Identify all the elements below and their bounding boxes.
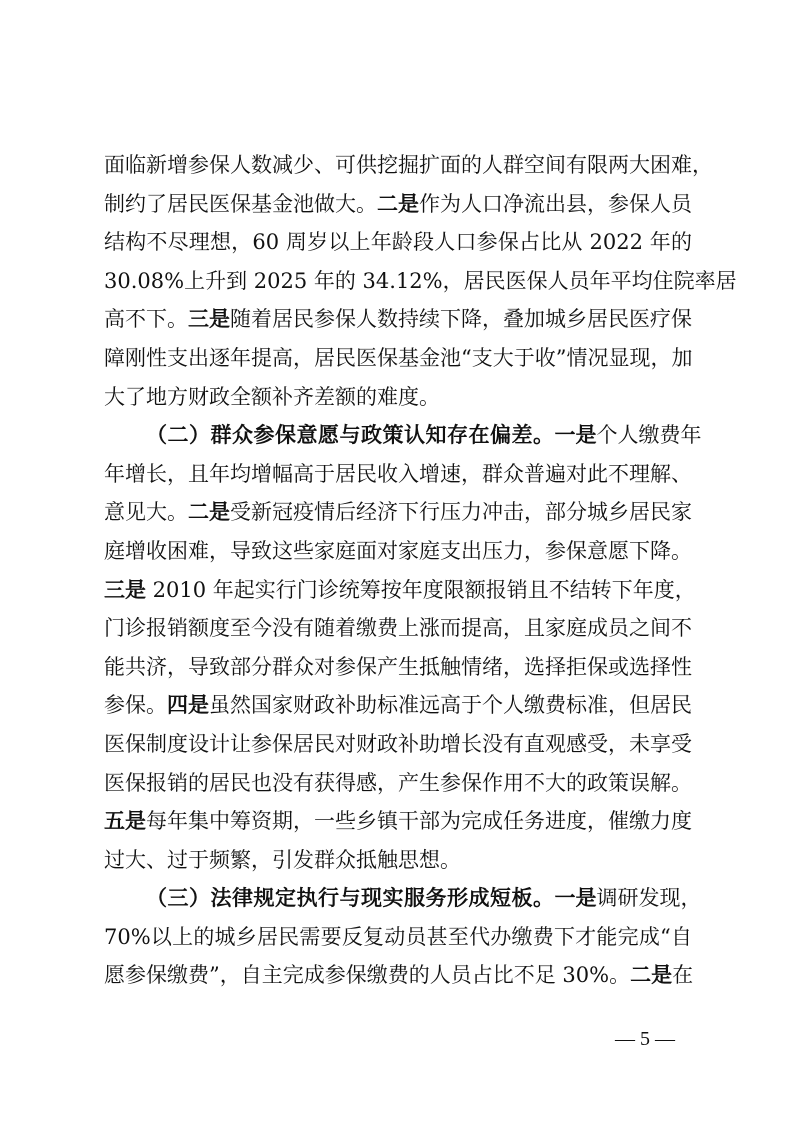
text-line	[104, 493, 692, 532]
text-run: 大了地方财政全额补齐差额的难度。	[104, 384, 440, 409]
text-line	[104, 146, 713, 185]
text-run: 受新冠疫情后经济下行压力冲击，部分城乡居民家	[230, 500, 692, 525]
text-run: 30.08%上升到 2025 年的 34.12%，居民医保人员年平均住院率居	[104, 268, 737, 293]
text-line	[104, 609, 692, 648]
text-run: 2010 年起实行门诊统筹按年度限额报销且不结转下年度，	[146, 577, 696, 602]
text-line	[104, 339, 692, 378]
text-run: 门诊报销额度至今没有随着缴费上涨而提高，且家庭成员之间不	[104, 616, 692, 641]
bold-lead: 三是	[188, 306, 230, 332]
text-line	[104, 764, 692, 803]
text-run: 结构不尽理想，60 周岁以上年龄段人口参保占比从 2022 年的	[104, 230, 692, 255]
text-run: 面临新增参保人数减少、可供挖掘扩面的人群空间有限两大困难，	[104, 153, 713, 177]
text-run: 障刚性支出逐年提高，居民医保基金池“支大于收”情况显现，加	[104, 345, 693, 370]
bold-lead: 一是	[554, 885, 597, 911]
text-line	[104, 571, 696, 610]
text-line	[104, 918, 692, 957]
text-run: 高不下。	[104, 307, 188, 332]
bold-lead: 二是	[377, 190, 419, 216]
text-run: 意见大。	[104, 500, 188, 525]
bold-lead: 二是	[188, 499, 230, 525]
text-line	[104, 802, 692, 841]
text-run: 制约了居民医保基金池做大。	[104, 191, 377, 216]
bold-lead: 四是	[167, 692, 209, 718]
body-text	[104, 146, 737, 995]
text-line	[104, 300, 692, 339]
text-run: 每年集中筹资期，一些乡镇干部为完成任务进度，催缴力度	[146, 809, 692, 834]
bold-lead: 二是	[630, 962, 673, 988]
text-run: 参保。	[104, 693, 167, 718]
text-run: 作为人口净流出县，参保人员	[419, 191, 692, 216]
text-line	[104, 262, 737, 301]
text-run: 随着居民参保人数持续下降，叠加城乡居民医疗保	[230, 307, 692, 332]
text-run: 年增长，且年均增幅高于居民收入增速，群众普遍对此不理解、	[104, 461, 692, 486]
text-run: 虽然国家财政补助标准远高于个人缴费标准，但居民	[209, 693, 692, 718]
text-line	[104, 185, 692, 224]
text-run: 医保制度设计让参保居民对财政补助增长没有直观感受，未享受	[104, 731, 692, 756]
text-line	[104, 879, 702, 918]
text-run: 个人缴费年	[596, 423, 702, 448]
page-number: — 5 —	[615, 1028, 675, 1050]
text-line	[104, 416, 702, 455]
text-run: 能共济，导致部分群众对参保产生抵触情绪，选择拒保或选择性	[104, 654, 692, 679]
text-run: 医保报销的居民也没有获得感，产生参保作用不大的政策误解。	[104, 770, 692, 795]
bold-lead: 一是	[554, 422, 597, 448]
bold-lead: 三是	[104, 576, 146, 602]
text-line	[104, 223, 692, 262]
text-run: 在	[672, 963, 694, 988]
text-run: 愿参保缴费”，自主完成参保缴费的人员占比不足 30%。	[104, 963, 631, 988]
bold-lead: 五是	[104, 808, 146, 834]
text-run: 过大、过于频繁，引发群众抵触思想。	[104, 847, 461, 872]
text-line	[104, 455, 692, 494]
text-run: 调研发现，	[596, 886, 702, 911]
text-run: 70%以上的城乡居民需要反复动员甚至代办缴费下才能完成“自	[104, 924, 692, 949]
section-heading: （三）法律规定执行与现实服务形成短板。	[146, 885, 555, 911]
text-line	[104, 532, 692, 571]
text-line	[104, 686, 692, 725]
text-line	[104, 956, 692, 995]
text-line	[104, 725, 692, 764]
text-line	[104, 648, 692, 687]
text-line	[104, 378, 692, 417]
text-line	[104, 841, 692, 880]
section-heading: （二）群众参保意愿与政策认知存在偏差。	[146, 422, 555, 448]
text-run: 庭增收困难，导致这些家庭面对家庭支出压力，参保意愿下降。	[104, 538, 692, 563]
